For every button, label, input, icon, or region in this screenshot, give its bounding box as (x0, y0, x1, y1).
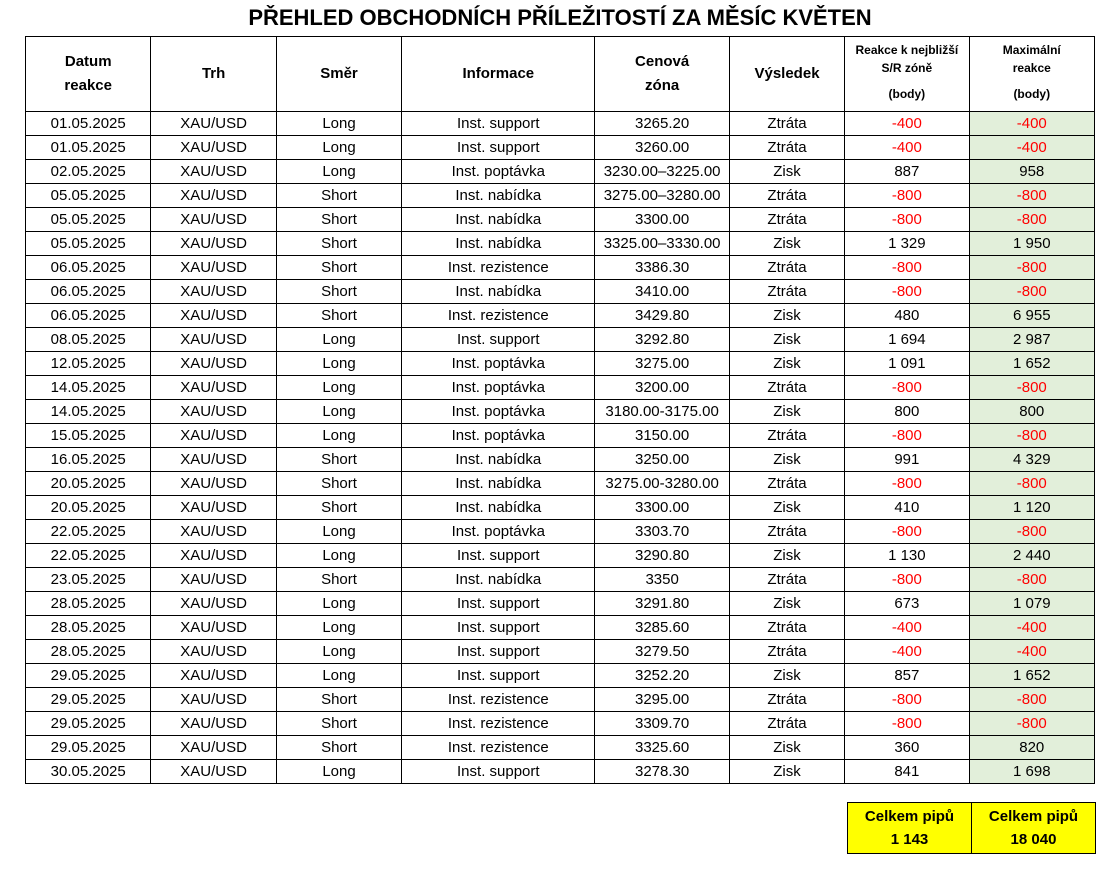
cell-direction: Long (276, 616, 401, 640)
total-reaction-label: Celkem pipů (864, 808, 955, 825)
cell-price-zone: 3429.80 (595, 304, 730, 328)
cell-date: 28.05.2025 (26, 616, 151, 640)
cell-info: Inst. support (402, 136, 595, 160)
cell-price-zone: 3275.00–3280.00 (595, 184, 730, 208)
cell-date: 23.05.2025 (26, 568, 151, 592)
cell-max-reaction: 1 950 (969, 232, 1094, 256)
cell-info: Inst. poptávka (402, 352, 595, 376)
cell-info: Inst. poptávka (402, 424, 595, 448)
cell-result: Zisk (729, 736, 844, 760)
cell-info: Inst. support (402, 760, 595, 784)
total-max-value: 18 040 (1010, 831, 1057, 848)
cell-date: 12.05.2025 (26, 352, 151, 376)
table-row (26, 256, 1095, 280)
cell-max-reaction: -400 (969, 640, 1094, 664)
cell-max-reaction: -800 (969, 376, 1094, 400)
cell-market: XAU/USD (151, 424, 276, 448)
cell-direction: Long (276, 664, 401, 688)
cell-market: XAU/USD (151, 664, 276, 688)
cell-date: 20.05.2025 (26, 472, 151, 496)
cell-result: Zisk (729, 544, 844, 568)
cell-price-zone: 3303.70 (595, 520, 730, 544)
cell-date: 29.05.2025 (26, 712, 151, 736)
cell-result: Zisk (729, 664, 844, 688)
cell-reaction: 410 (845, 496, 969, 520)
cell-date: 06.05.2025 (26, 280, 151, 304)
cell-price-zone: 3290.80 (595, 544, 730, 568)
cell-market: XAU/USD (151, 232, 276, 256)
cell-direction: Short (276, 448, 401, 472)
cell-info: Inst. poptávka (402, 400, 595, 424)
cell-info: Inst. nabídka (402, 496, 595, 520)
cell-price-zone: 3252.20 (595, 664, 730, 688)
cell-info: Inst. poptávka (402, 160, 595, 184)
table-row (26, 688, 1095, 712)
cell-result: Zisk (729, 592, 844, 616)
cell-direction: Long (276, 640, 401, 664)
cell-reaction: -800 (845, 688, 969, 712)
table-row (26, 760, 1095, 784)
table-row (26, 424, 1095, 448)
cell-info: Inst. support (402, 664, 595, 688)
cell-direction: Long (276, 592, 401, 616)
cell-price-zone: 3292.80 (595, 328, 730, 352)
cell-reaction: -400 (845, 112, 969, 136)
cell-result: Ztráta (729, 616, 844, 640)
cell-market: XAU/USD (151, 208, 276, 232)
cell-reaction: 1 130 (845, 544, 969, 568)
cell-info: Inst. poptávka (402, 376, 595, 400)
cell-result: Zisk (729, 304, 844, 328)
cell-result: Ztráta (729, 208, 844, 232)
cell-info: Inst. rezistence (402, 712, 595, 736)
header-direction: Směr (276, 37, 401, 112)
cell-info: Inst. support (402, 112, 595, 136)
cell-reaction: -400 (845, 640, 969, 664)
page-title: PŘEHLED OBCHODNÍCH PŘÍLEŽITOSTÍ ZA MĚSÍC KVĚTEN (248, 5, 872, 30)
cell-reaction: -400 (845, 136, 969, 160)
cell-reaction: 1 091 (845, 352, 969, 376)
cell-date: 08.05.2025 (26, 328, 151, 352)
table-row (26, 352, 1095, 376)
cell-result: Zisk (729, 400, 844, 424)
cell-market: XAU/USD (151, 640, 276, 664)
cell-market: XAU/USD (151, 280, 276, 304)
cell-direction: Short (276, 256, 401, 280)
cell-result: Ztráta (729, 280, 844, 304)
table-row (26, 448, 1095, 472)
cell-direction: Short (276, 496, 401, 520)
cell-result: Zisk (729, 160, 844, 184)
cell-max-reaction: 2 440 (969, 544, 1094, 568)
cell-info: Inst. rezistence (402, 256, 595, 280)
table-row (26, 280, 1095, 304)
table-row (26, 616, 1095, 640)
cell-max-reaction: -800 (969, 688, 1094, 712)
table-row (26, 160, 1095, 184)
cell-direction: Short (276, 568, 401, 592)
cell-max-reaction: 6 955 (969, 304, 1094, 328)
cell-market: XAU/USD (151, 712, 276, 736)
cell-date: 29.05.2025 (26, 688, 151, 712)
cell-date: 05.05.2025 (26, 232, 151, 256)
cell-date: 28.05.2025 (26, 640, 151, 664)
cell-reaction: 800 (845, 400, 969, 424)
cell-market: XAU/USD (151, 544, 276, 568)
cell-reaction: 857 (845, 664, 969, 688)
cell-market: XAU/USD (151, 184, 276, 208)
cell-date: 22.05.2025 (26, 520, 151, 544)
cell-max-reaction: -800 (969, 208, 1094, 232)
cell-date: 06.05.2025 (26, 256, 151, 280)
cell-info: Inst. support (402, 616, 595, 640)
cell-result: Zisk (729, 496, 844, 520)
cell-reaction: 887 (845, 160, 969, 184)
table-row (26, 136, 1095, 160)
cell-price-zone: 3325.60 (595, 736, 730, 760)
cell-reaction: 841 (845, 760, 969, 784)
table-row (26, 736, 1095, 760)
cell-direction: Long (276, 760, 401, 784)
cell-max-reaction: 800 (969, 400, 1094, 424)
cell-info: Inst. support (402, 544, 595, 568)
cell-result: Ztráta (729, 568, 844, 592)
cell-direction: Long (276, 544, 401, 568)
cell-max-reaction: -400 (969, 616, 1094, 640)
header-result: Výsledek (729, 37, 844, 112)
cell-result: Zisk (729, 448, 844, 472)
cell-direction: Long (276, 376, 401, 400)
cell-date: 16.05.2025 (26, 448, 151, 472)
cell-direction: Long (276, 424, 401, 448)
cell-market: XAU/USD (151, 256, 276, 280)
cell-info: Inst. nabídka (402, 280, 595, 304)
cell-market: XAU/USD (151, 472, 276, 496)
cell-max-reaction: 1 698 (969, 760, 1094, 784)
cell-market: XAU/USD (151, 400, 276, 424)
cell-reaction: -800 (845, 472, 969, 496)
cell-date: 15.05.2025 (26, 424, 151, 448)
total-reaction-cell (848, 803, 972, 854)
cell-market: XAU/USD (151, 304, 276, 328)
cell-info: Inst. poptávka (402, 520, 595, 544)
cell-direction: Short (276, 232, 401, 256)
cell-market: XAU/USD (151, 376, 276, 400)
cell-price-zone: 3150.00 (595, 424, 730, 448)
cell-reaction: -800 (845, 256, 969, 280)
total-max-cell (972, 803, 1096, 854)
cell-max-reaction: -800 (969, 184, 1094, 208)
cell-date: 22.05.2025 (26, 544, 151, 568)
cell-max-reaction: -800 (969, 280, 1094, 304)
table-row (26, 712, 1095, 736)
table-row (26, 328, 1095, 352)
cell-direction: Long (276, 352, 401, 376)
cell-market: XAU/USD (151, 760, 276, 784)
cell-price-zone: 3279.50 (595, 640, 730, 664)
cell-date: 06.05.2025 (26, 304, 151, 328)
table-row (26, 112, 1095, 136)
cell-direction: Short (276, 280, 401, 304)
cell-price-zone: 3250.00 (595, 448, 730, 472)
cell-price-zone: 3350 (595, 568, 730, 592)
cell-result: Ztráta (729, 520, 844, 544)
cell-result: Ztráta (729, 256, 844, 280)
table-row (26, 184, 1095, 208)
table-row (26, 232, 1095, 256)
cell-date: 14.05.2025 (26, 376, 151, 400)
cell-reaction: -800 (845, 280, 969, 304)
cell-market: XAU/USD (151, 328, 276, 352)
table-body (26, 112, 1095, 784)
cell-reaction: -800 (845, 520, 969, 544)
cell-max-reaction: -400 (969, 112, 1094, 136)
cell-result: Zisk (729, 232, 844, 256)
cell-market: XAU/USD (151, 568, 276, 592)
cell-result: Ztráta (729, 184, 844, 208)
cell-max-reaction: 1 652 (969, 352, 1094, 376)
cell-market: XAU/USD (151, 112, 276, 136)
cell-reaction: -800 (845, 424, 969, 448)
cell-market: XAU/USD (151, 688, 276, 712)
cell-direction: Long (276, 160, 401, 184)
cell-direction: Short (276, 184, 401, 208)
cell-reaction: -800 (845, 184, 969, 208)
cell-price-zone: 3265.20 (595, 112, 730, 136)
cell-result: Ztráta (729, 640, 844, 664)
cell-price-zone: 3291.80 (595, 592, 730, 616)
cell-price-zone: 3325.00–3330.00 (595, 232, 730, 256)
cell-max-reaction: -800 (969, 712, 1094, 736)
cell-direction: Short (276, 472, 401, 496)
cell-price-zone: 3410.00 (595, 280, 730, 304)
table-row (26, 544, 1095, 568)
table-row (26, 376, 1095, 400)
cell-market: XAU/USD (151, 352, 276, 376)
table-row (26, 208, 1095, 232)
cell-max-reaction: -400 (969, 136, 1094, 160)
total-max-label: Celkem pipů (988, 808, 1079, 825)
cell-market: XAU/USD (151, 136, 276, 160)
cell-price-zone: 3275.00 (595, 352, 730, 376)
table-row (26, 640, 1095, 664)
cell-max-reaction: -800 (969, 256, 1094, 280)
cell-info: Inst. rezistence (402, 736, 595, 760)
cell-price-zone: 3300.00 (595, 496, 730, 520)
cell-result: Zisk (729, 328, 844, 352)
header-market: Trh (151, 37, 276, 112)
cell-max-reaction: 820 (969, 736, 1094, 760)
cell-date: 01.05.2025 (26, 112, 151, 136)
cell-max-reaction: 4 329 (969, 448, 1094, 472)
cell-date: 30.05.2025 (26, 760, 151, 784)
table-row (26, 472, 1095, 496)
cell-reaction: 480 (845, 304, 969, 328)
cell-date: 05.05.2025 (26, 208, 151, 232)
cell-date: 20.05.2025 (26, 496, 151, 520)
header-reaction: Reakce k nejbližší S/R zóně (body) (845, 37, 969, 112)
cell-price-zone: 3180.00-3175.00 (595, 400, 730, 424)
cell-price-zone: 3300.00 (595, 208, 730, 232)
cell-result: Ztráta (729, 424, 844, 448)
table-row (26, 592, 1095, 616)
cell-price-zone: 3200.00 (595, 376, 730, 400)
cell-date: 28.05.2025 (26, 592, 151, 616)
cell-result: Ztráta (729, 472, 844, 496)
cell-price-zone: 3260.00 (595, 136, 730, 160)
cell-market: XAU/USD (151, 736, 276, 760)
cell-date: 01.05.2025 (26, 136, 151, 160)
table-row (26, 664, 1095, 688)
cell-date: 29.05.2025 (26, 664, 151, 688)
cell-price-zone: 3278.30 (595, 760, 730, 784)
table-header (26, 37, 1095, 112)
cell-market: XAU/USD (151, 616, 276, 640)
cell-price-zone: 3295.00 (595, 688, 730, 712)
cell-info: Inst. nabídka (402, 568, 595, 592)
cell-date: 29.05.2025 (26, 736, 151, 760)
cell-max-reaction: 1 120 (969, 496, 1094, 520)
cell-info: Inst. support (402, 640, 595, 664)
cell-result: Zisk (729, 760, 844, 784)
cell-reaction: -800 (845, 208, 969, 232)
cell-result: Ztráta (729, 712, 844, 736)
cell-direction: Short (276, 208, 401, 232)
cell-info: Inst. support (402, 592, 595, 616)
cell-reaction: 360 (845, 736, 969, 760)
table-row (26, 304, 1095, 328)
cell-price-zone: 3285.60 (595, 616, 730, 640)
cell-result: Ztráta (729, 112, 844, 136)
header-date: Datum reakce (26, 37, 151, 112)
cell-info: Inst. support (402, 328, 595, 352)
cell-direction: Long (276, 520, 401, 544)
cell-reaction: -800 (845, 568, 969, 592)
cell-info: Inst. nabídka (402, 232, 595, 256)
cell-max-reaction: 1 652 (969, 664, 1094, 688)
cell-result: Ztráta (729, 688, 844, 712)
cell-date: 05.05.2025 (26, 184, 151, 208)
cell-reaction: 991 (845, 448, 969, 472)
cell-info: Inst. rezistence (402, 688, 595, 712)
table-row (26, 496, 1095, 520)
cell-market: XAU/USD (151, 496, 276, 520)
cell-market: XAU/USD (151, 448, 276, 472)
cell-info: Inst. nabídka (402, 184, 595, 208)
cell-max-reaction: 958 (969, 160, 1094, 184)
cell-reaction: 1 694 (845, 328, 969, 352)
cell-price-zone: 3309.70 (595, 712, 730, 736)
table-row (26, 520, 1095, 544)
cell-market: XAU/USD (151, 592, 276, 616)
table-row (26, 568, 1095, 592)
cell-info: Inst. rezistence (402, 304, 595, 328)
header-max-reaction: Maximální reakce (body) (969, 37, 1094, 112)
cell-reaction: 673 (845, 592, 969, 616)
table-row (26, 400, 1095, 424)
cell-reaction: -400 (845, 616, 969, 640)
cell-direction: Long (276, 136, 401, 160)
cell-info: Inst. nabídka (402, 208, 595, 232)
cell-price-zone: 3386.30 (595, 256, 730, 280)
cell-max-reaction: 2 987 (969, 328, 1094, 352)
cell-direction: Long (276, 400, 401, 424)
cell-direction: Long (276, 112, 401, 136)
cell-max-reaction: -800 (969, 472, 1094, 496)
cell-info: Inst. nabídka (402, 448, 595, 472)
cell-direction: Short (276, 304, 401, 328)
cell-max-reaction: -800 (969, 424, 1094, 448)
cell-max-reaction: -800 (969, 520, 1094, 544)
cell-market: XAU/USD (151, 160, 276, 184)
cell-max-reaction: 1 079 (969, 592, 1094, 616)
cell-reaction: -800 (845, 376, 969, 400)
cell-direction: Short (276, 736, 401, 760)
cell-result: Zisk (729, 352, 844, 376)
cell-result: Ztráta (729, 376, 844, 400)
opportunities-table (25, 36, 1095, 784)
header-price-zone: Cenová zóna (595, 37, 730, 112)
cell-reaction: -800 (845, 712, 969, 736)
totals-table (847, 802, 1096, 854)
cell-info: Inst. nabídka (402, 472, 595, 496)
cell-price-zone: 3275.00-3280.00 (595, 472, 730, 496)
cell-date: 14.05.2025 (26, 400, 151, 424)
cell-direction: Long (276, 328, 401, 352)
cell-result: Ztráta (729, 136, 844, 160)
total-reaction-value: 1 143 (890, 831, 929, 848)
cell-max-reaction: -800 (969, 568, 1094, 592)
cell-price-zone: 3230.00–3225.00 (595, 160, 730, 184)
cell-date: 02.05.2025 (26, 160, 151, 184)
cell-market: XAU/USD (151, 520, 276, 544)
header-info: Informace (402, 37, 595, 112)
cell-direction: Short (276, 712, 401, 736)
cell-reaction: 1 329 (845, 232, 969, 256)
cell-direction: Short (276, 688, 401, 712)
